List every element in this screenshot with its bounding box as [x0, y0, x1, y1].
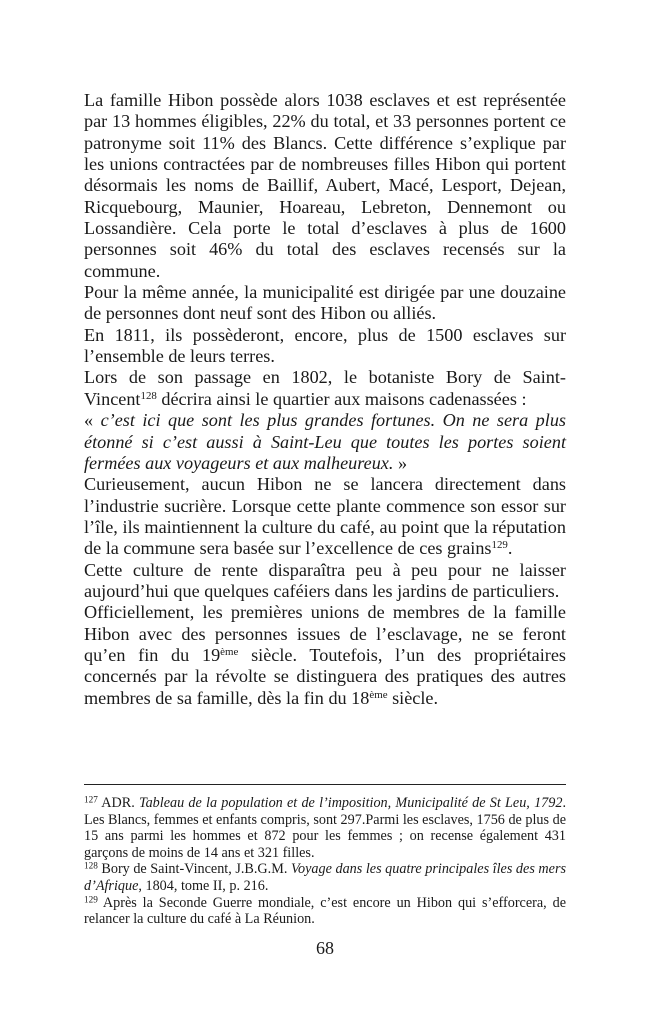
- paragraph-1811: En 1811, ils possèderont, encore, plus de 1500 esclaves sur l’ensemble de leurs terres.: [84, 324, 566, 367]
- quote-text: c’est ici que sont les plus grandes fortunes. On ne sera plus étonné si c’est aussi à Saint-Leu que toutes les portes soient fermées aux voyageurs et aux malheureux.: [84, 410, 567, 473]
- paragraph-bory-text-end: décrira ainsi le quartier aux maisons cadenassées :: [156, 388, 527, 409]
- quote-close-mark: »: [393, 452, 408, 473]
- paragraph-bory-text: Lors de son passage en 1802, le botaniste Bory de Saint-Vincent: [84, 367, 566, 409]
- footnote-lead: ADR.: [97, 795, 139, 811]
- paragraph-coffee-text: Curieusement, aucun Hibon ne se lancera directement dans l’industrie sucrière. Lorsque cette plante commence son essor sur l’île, ils maintiennent la culture du café, au point que la réputation de la commune sera basée sur l’excellence de ces grains: [84, 474, 566, 559]
- main-text: [84, 90, 566, 709]
- ordinal-suffix-19: ème: [220, 645, 239, 658]
- paragraph-municipality: Pour la même année, la municipalité est dirigée par une douzaine de personnes dont neuf sont des Hibon ou alliés.: [84, 282, 566, 324]
- paragraph-unions-part3: siècle.: [387, 687, 439, 708]
- paragraph-bory: [84, 367, 566, 410]
- footnotes: [84, 795, 566, 928]
- quote-paragraph: [84, 410, 566, 474]
- paragraph-hibon-slaves: La famille Hibon possède alors 1038 esclaves et est représentée par 13 hommes éligibles, 22% du total, et 33 personnes portent ce patronyme soit 11% des Blancs. Cette différence s’explique par les unions contractées par de nombreuses filles Hibon qui portent désormais les noms de Baillif, Aubert, Macé, Lesport, Dejean, Ricquebourg, Maunier, Hoareau, Lebreton, Dennemont ou Lossandière. Cela porte le total d’esclaves à plus de 1600 personnes soit 46% du total des esclaves recensés sur la commune.: [84, 90, 566, 281]
- paragraph-coffee-end: .: [507, 538, 513, 559]
- footnote-title: Voyage dans les quatre principales îles des mers d’Afrique: [84, 861, 566, 894]
- paragraph-unions-part2: siècle. Toutefois, l’un des propriétaires concernés par la révolte se distinguera des pratiques des autres membres de sa famille, dès la fin du 18: [84, 644, 567, 708]
- ordinal-suffix-18: ème: [369, 688, 388, 701]
- footnote-lead: Après la Seconde Guerre mondiale, c’est encore un Hibon qui s’efforcera, de relancer la culture du café à La Réunion.: [84, 894, 566, 928]
- paragraph-unions-part1: Officiellement, les premières unions de membres de la famille Hibon avec des personnes issues de l’esclavage, ne se feront qu’en fin du 19: [84, 602, 566, 665]
- footnote-number: 128: [84, 860, 98, 871]
- footnote-rest: . Les Blancs, femmes et enfants compris, sont 297.Parmi les esclaves, 1756 de plus de 15 ans parmi les hommes et 872 pour les femmes ; on recense également 431 garçons de moins de 14 ans et 321 filles.: [84, 795, 566, 861]
- page-number: 68: [316, 938, 334, 958]
- footnote-ref-128[interactable]: 128: [140, 389, 157, 402]
- footnote-129: [84, 895, 566, 928]
- footnote-title: Tableau de la population et de l’imposition, Municipalité de St Leu, 1792: [139, 795, 563, 811]
- footnote-lead: Bory de Saint-Vincent, J.B.G.M.: [97, 861, 291, 878]
- footnote-number: 127: [84, 794, 98, 805]
- footnote-ref-129[interactable]: 129: [491, 539, 508, 552]
- footnote-127: [84, 795, 566, 861]
- footnote-number: 129: [84, 893, 98, 904]
- page-body: [84, 90, 566, 709]
- paragraph-unions: [84, 602, 566, 709]
- paragraph-coffee: [84, 474, 566, 559]
- footnote-rest: , 1804, tome II, p. 216.: [138, 877, 269, 894]
- footnote-divider: [84, 784, 566, 785]
- paragraph-cash-crop: Cette culture de rente disparaîtra peu à peu pour ne laisser aujourd’hui que quelques caféiers dans les jardins de particuliers.: [84, 559, 566, 601]
- quote-open-mark: «: [84, 410, 101, 431]
- footnote-128: [84, 861, 566, 894]
